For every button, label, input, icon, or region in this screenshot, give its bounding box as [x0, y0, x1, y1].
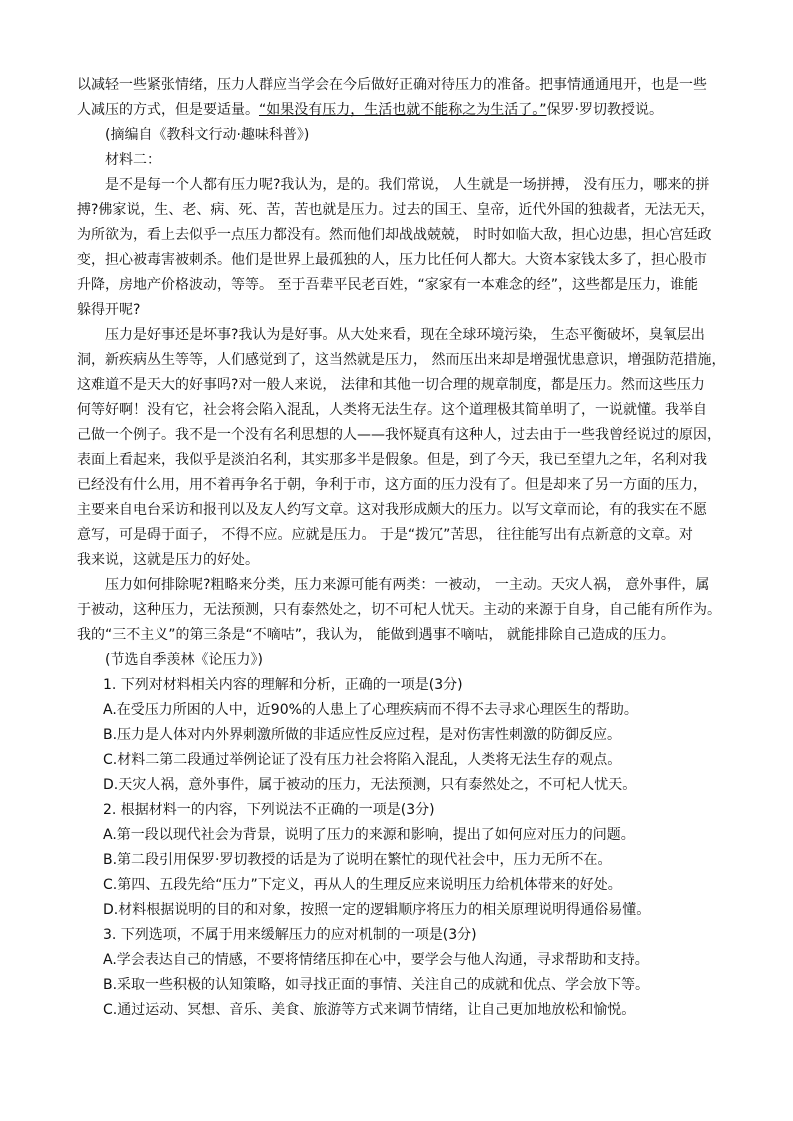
paragraph-line: 何等好啊！没有它，社会将会陷入混乱，人类将无法生存。这个道理极其简单明了，一说就懂。我举自: [77, 402, 707, 418]
paragraph-line: 压力如何排除呢?粗略来分类，压力来源可能有两类：一被动， 一主动。天灾人祸， 意外事件，属: [105, 577, 710, 593]
answer-option: A.在受压力所困的人中，近90%的人患上了心理疾病而不得不去寻求心理医生的帮助。: [103, 702, 638, 718]
question-stem: 3. 下列选项，不属于用来缓解压力的应对机制的一项是(3分): [103, 927, 477, 943]
answer-option: B.采取一些积极的认知策略，如寻找正面的事情、关注自己的成就和优点、学会放下等。: [103, 977, 650, 993]
paragraph-line: 是不是每一个人都有压力呢?我认为，是的。我们常说， 人生就是一场拼搏， 没有压力，哪来的拼: [105, 177, 710, 193]
paragraph-line: 主要来自电台采访和报刊以及友人约写文章。这对我形成颇大的压力。以写文章而论，有的我实在不愿: [77, 502, 707, 518]
paragraph-line: 已经没有什么用，用不着再争名于朝，争利于市，这方面的压力没有了。但是却来了另一方面的压力，: [77, 477, 707, 493]
answer-option: D.材料根据说明的目的和对象，按照一定的逻辑顺序将压力的相关原理说明得通俗易懂。: [103, 902, 651, 918]
underlined-quote: “如果没有压力，生活也就不能称之为生活了。”: [259, 102, 547, 118]
paragraph-line: 变，担心被毒害被刺杀。他们是世界上最孤独的人，压力比任何人都大。大资本家钱太多了，担心股市: [77, 252, 707, 268]
answer-option: C.材料二第二段通过举例论证了没有压力社会将陷入混乱，人类将无法生存的观点。: [103, 752, 622, 768]
paragraph-line: 表面上看起来，我似乎是淡泊名利，其实那多半是假象。但是，到了今天，我已至望九之年，名利对我: [77, 452, 707, 468]
section-heading: 材料二：: [105, 152, 161, 168]
answer-option: B.压力是人体对内外界刺激所做的非适应性反应过程，是对伤害性刺激的防御反应。: [103, 727, 622, 743]
answer-option: B.第二段引用保罗·罗切教授的话是为了说明在繁忙的现代社会中，压力无所不在。: [103, 852, 612, 868]
answer-option: D.天灾人祸，意外事件，属于被动的压力，无法预测，只有泰然处之，不可杞人忧天。: [103, 777, 637, 793]
source-citation: (节选自季羡林《论压力》): [105, 652, 263, 668]
paragraph-line: 己做一个例子。我不是一个没有名利思想的人——我怀疑真有这种人，过去由于一些我曾经说过的原因，: [77, 427, 721, 443]
text-segment: 人减压的方式，但是要适量。: [77, 102, 259, 118]
answer-option: C.通过运动、冥想、音乐、美食、旅游等方式来调节情绪，让自己更加地放松和愉悦。: [103, 1002, 636, 1018]
question-stem: 1. 下列对材料相关内容的理解和分析，正确的一项是(3分): [103, 677, 463, 693]
answer-option: A.学会表达自己的情感，不要将情绪压抑在心中，要学会与他人沟通，寻求帮助和支持。: [103, 952, 649, 968]
paragraph-line: 意写，可是碍于面子， 不得不应。应就是压力。 于是“拨冗”苦思， 往往能写出有点新意的文章。对: [77, 527, 693, 543]
paragraph-line: 升降，房地产价格波动，等等。 至于吾辈平民老百姓，“家家有一本难念的经”，这些都是压力，谁能: [77, 277, 698, 293]
paragraph-line: 搏?佛家说，生、老、病、死、苦，苦也就是压力。过去的国王、皇帝，近代外国的独裁者，无法无天，: [77, 202, 715, 218]
paragraph-line: 压力是好事还是坏事?我认为是好事。从大处来看，现在全球环境污染， 生态平衡破坏，臭氧层出: [105, 327, 705, 343]
text-segment: 保罗·罗切教授说。: [546, 102, 663, 118]
answer-option: A.第一段以现代社会为背景，说明了压力的来源和影响，提出了如何应对压力的问题。: [103, 827, 635, 843]
source-citation: (摘编自《教科文行动·趣味科普》): [105, 127, 310, 143]
paragraph-line: 洞，新疾病丛生等等，人们感觉到了，这当然就是压力， 然而压出来却是增强忧患意识，增强防范措施，: [77, 352, 726, 368]
answer-option: C.第四、五段先给“压力”下定义，再从人的生理反应来说明压力给机体带来的好处。: [103, 877, 622, 893]
paragraph-line: 躲得开呢?: [77, 302, 141, 318]
paragraph-line: 这难道不是天大的好事吗?对一般人来说， 法律和其他一切合理的规章制度，都是压力。然而这些压力: [77, 377, 705, 393]
paragraph-line: 为所欲为，看上去似乎一点压力都没有。然而他们却战战兢兢， 时时如临大敌，担心边患，担心宫廷政: [77, 227, 712, 243]
paragraph-line: 我的“三不主义”的第三条是“不嘀咕”，我认为， 能做到遇事不嘀咕， 就能排除自己造成的压力。: [77, 627, 675, 643]
paragraph-line: 我来说，这就是压力的好处。: [77, 552, 259, 568]
text-line: 以减轻一些紧张情绪，压力人群应当学会在今后做好正确对待压力的准备。把事情通通甩开，也是一些: [77, 77, 707, 93]
paragraph-line: 于被动，这种压力，无法预测，只有泰然处之，切不可杞人忧天。主动的来源于自身，自己能有所作为。: [77, 602, 721, 618]
text-line: [77, 98, 741, 123]
question-stem: 2. 根据材料一的内容，下列说法不正确的一项是(3分): [103, 802, 435, 818]
